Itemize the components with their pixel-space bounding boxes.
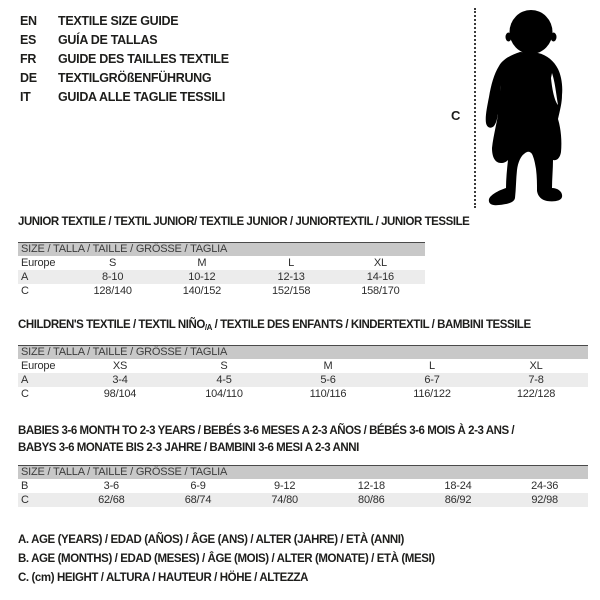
babies-title-line1: BABIES 3-6 MONTH TO 2-3 YEARS / BEBÉS 3-6 MESES A 2-3 AÑOS / BÉBÉS 3-6 MOIS À 2-3 ANS / [18,425,515,437]
lang-title-en: TEXTILE SIZE GUIDE [58,14,179,28]
row-label: A [21,374,29,386]
cell: 14-16 [366,271,394,283]
note-b: B. AGE (MONTHS) / EDAD (MESES) / ÂGE (MOIS) / ALTER (MONATE) / ETÀ (MESI) [18,553,435,565]
lang-title-de: TEXTILGRÖßENFÜHRUNG [58,71,212,85]
cell: 152/158 [271,285,311,297]
cell: 6-7 [424,374,440,386]
height-measure-label: C [451,108,461,123]
table-row [18,493,588,507]
lang-title-fr: GUIDE DES TAILLES TEXTILE [58,52,229,66]
cell: 98/104 [103,388,137,400]
cell: 18-24 [444,480,472,492]
title-part: / TEXTILE DES ENFANTS / KINDERTEXTIL / BAMBINI TESSILE [211,319,531,331]
lang-code-en: EN [20,14,37,28]
babies-title-line2: BABYS 3-6 MONATE BIS 2-3 JAHRE / BAMBINI 3-6 MESI A 2-3 ANNI [18,442,359,454]
cell: 86/92 [444,494,472,506]
cell: S [220,360,228,372]
cell: 3-6 [103,480,119,492]
cell: L [288,257,295,269]
table-row [18,359,588,373]
junior-size-table [18,242,425,298]
babies-table-title [18,423,514,457]
cell: 80/86 [358,494,385,506]
cell: 74/80 [271,494,298,506]
size-header-row: SIZE / TALLA / TAILLE / GRÖSSE / TAGLIA [18,465,588,479]
cell: S [109,257,117,269]
lang-code-it: IT [20,90,31,104]
cell: 140/152 [182,285,222,297]
cell: XS [112,360,128,372]
row-label: C [21,494,29,506]
row-label: Europe [21,360,56,372]
lang-code-fr: FR [20,52,37,66]
cell: 10-12 [188,271,216,283]
language-title-list [20,12,229,107]
lang-title-es: GUÍA DE TALLAS [58,33,158,47]
cell: 116/122 [413,388,451,400]
cell: M [323,360,333,372]
table-row [18,270,425,284]
cell: L [429,360,435,372]
cell: M [197,257,207,269]
cell: 24-36 [531,480,559,492]
row-label: C [21,285,29,297]
cell: 9-12 [274,480,296,492]
cell: 12-18 [357,480,385,492]
table-row [18,284,425,298]
table-row [18,479,588,493]
cell: 110/116 [309,388,347,400]
row-label: A [21,271,29,283]
cell: XL [373,257,387,269]
cell: 7-8 [528,374,544,386]
cell: 6-9 [190,480,206,492]
table-row [18,256,425,270]
childrens-size-table [18,345,588,401]
table-row [18,387,588,401]
cell: 92/98 [531,494,558,506]
cell: 68/74 [184,494,212,506]
note-c: C. (cm) HEIGHT / ALTURA / HAUTEUR / HÖHE / ALTEZZA [18,572,309,584]
childrens-table-title [18,318,531,335]
row-label: B [21,480,29,492]
cell: 128/140 [93,285,132,297]
table-row [18,373,588,387]
size-header-row: SIZE / TALLA / TAILLE / GRÖSSE / TAGLIA [18,242,425,256]
cell: 12-13 [277,271,305,283]
cell: 62/68 [98,494,125,506]
cell: 4-5 [216,374,232,386]
cell: 122/128 [516,388,556,400]
row-label: Europe [21,257,56,269]
cell: 5-6 [320,374,336,386]
baby-silhouette-icon [470,8,580,208]
title-part: CHILDREN'S TEXTILE / TEXTIL NIÑO [18,319,205,331]
cell: 158/170 [361,285,400,297]
cell: 8-10 [102,271,124,283]
babies-size-table [18,465,588,507]
size-header-row: SIZE / TALLA / TAILLE / GRÖSSE / TAGLIA [18,345,588,359]
note-a: A. AGE (YEARS) / EDAD (AÑOS) / ÂGE (ANS) / ALTER (JAHRE) / ETÀ (ANNI) [18,534,404,546]
junior-table-title: JUNIOR TEXTILE / TEXTIL JUNIOR/ TEXTILE JUNIOR / JUNIORTEXTIL / JUNIOR TESSILE [18,216,470,228]
row-label: C [21,388,29,400]
title-subscript: /A [204,323,212,332]
cell: 104/110 [205,388,243,400]
legend-notes [18,531,435,588]
lang-title-it: GUIDA ALLE TAGLIE TESSILI [58,90,226,104]
lang-code-es: ES [20,33,37,47]
cell: 3-4 [112,374,128,386]
cell: XL [529,360,543,372]
lang-code-de: DE [20,71,37,85]
